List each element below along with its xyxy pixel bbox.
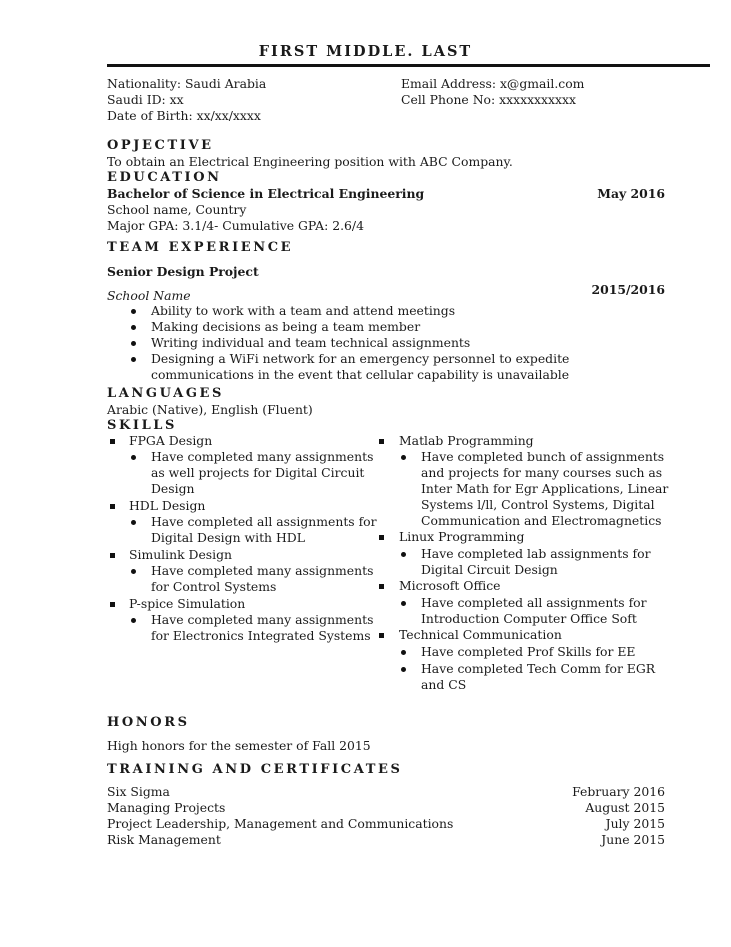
- skill-fpga: FPGA Design: [129, 433, 213, 448]
- bullet: [401, 601, 406, 606]
- skill-matlab-line-2: and projects for many courses such as: [421, 465, 663, 480]
- training-row: [107, 784, 665, 800]
- school-name: School name, Country: [107, 202, 247, 217]
- training-date: August 2015: [585, 800, 665, 815]
- square-bullet: [110, 504, 115, 509]
- training-date: February 2016: [572, 784, 665, 799]
- project-title: Senior Design Project: [107, 264, 259, 279]
- honors-heading: HONORS: [107, 715, 190, 730]
- training-name: Six Sigma: [107, 784, 170, 799]
- training-name: Project Leadership, Management and Communications: [107, 816, 454, 831]
- team-bullet-4: Designing a WiFi network for an emergency personnel to expedite: [151, 351, 570, 366]
- bullet: [131, 309, 136, 314]
- header-divider: [107, 64, 710, 67]
- skill-matlab-line-1: Have completed bunch of assignments: [421, 449, 665, 464]
- skill-matlab: Matlab Programming: [399, 433, 534, 448]
- skill-linux-line-1: Have completed lab assignments for: [421, 546, 651, 561]
- email-address: Email Address: x@gmail.com: [401, 76, 585, 91]
- training-row: [107, 816, 665, 832]
- languages-text: Arabic (Native), English (Fluent): [107, 402, 313, 417]
- nationality: Nationality: Saudi Arabia: [107, 76, 267, 91]
- date-of-birth: Date of Birth: xx/xx/xxxx: [107, 108, 261, 123]
- degree-title: Bachelor of Science in Electrical Engineering: [107, 186, 425, 201]
- education-heading: EDUCATION: [107, 170, 222, 185]
- team-bullet-1: Ability to work with a team and attend meetings: [151, 303, 456, 318]
- skills-heading: SKILLS: [107, 418, 178, 433]
- training-name: Risk Management: [107, 832, 221, 847]
- objective-heading: OPJECTIVE: [107, 138, 214, 153]
- cell-phone: Cell Phone No: xxxxxxxxxxx: [401, 92, 576, 107]
- skill-office-line-2: Introduction Computer Office Soft: [421, 611, 637, 626]
- bullet: [131, 341, 136, 346]
- square-bullet: [379, 535, 384, 540]
- bullet: [131, 357, 136, 362]
- skill-pspice: P-spice Simulation: [129, 596, 246, 611]
- training-date: June 2015: [601, 832, 665, 847]
- skill-matlab-line-4: Systems l/ll, Control Systems, Digital: [421, 497, 655, 512]
- skill-pspice-line-2: for Electronics Integrated Systems: [151, 628, 371, 643]
- bullet: [131, 325, 136, 330]
- skill-office: Microsoft Office: [399, 578, 501, 593]
- skill-linux-line-2: Digital Circuit Design: [421, 562, 558, 577]
- degree-date: May 2016: [597, 186, 665, 201]
- skill-simulink-line-2: for Control Systems: [151, 579, 277, 594]
- skill-fpga-line-1: Have completed many assignments: [151, 449, 374, 464]
- bullet: [131, 520, 136, 525]
- bullet: [131, 569, 136, 574]
- skill-fpga-line-2: as well projects for Digital Circuit: [151, 465, 365, 480]
- training-row: [107, 832, 665, 848]
- skill-pspice-line-1: Have completed many assignments: [151, 612, 374, 627]
- skill-simulink: Simulink Design: [129, 547, 233, 562]
- square-bullet: [379, 439, 384, 444]
- skill-fpga-line-3: Design: [151, 481, 195, 496]
- square-bullet: [110, 602, 115, 607]
- skill-hdl: HDL Design: [129, 498, 206, 513]
- skill-linux: Linux Programming: [399, 529, 525, 544]
- bullet: [401, 455, 406, 460]
- saudi-id: Saudi ID: xx: [107, 92, 184, 107]
- languages-heading: LANGUAGES: [107, 386, 225, 401]
- square-bullet: [379, 584, 384, 589]
- training-heading: TRAINING AND CERTIFICATES: [107, 762, 403, 777]
- gpa: Major GPA: 3.1/4- Cumulative GPA: 2.6/4: [107, 218, 364, 233]
- skill-matlab-line-3: Inter Math for Egr Applications, Linear: [421, 481, 669, 496]
- square-bullet: [379, 633, 384, 638]
- skill-tech-comm: Technical Communication: [399, 627, 562, 642]
- bullet: [401, 667, 406, 672]
- team-bullet-3: Writing individual and team technical assignments: [151, 335, 471, 350]
- team-bullet-2: Making decisions as being a team member: [151, 319, 421, 334]
- training-name: Managing Projects: [107, 800, 226, 815]
- resume-name: FIRST MIDDLE. LAST: [258, 43, 473, 60]
- skill-simulink-line-1: Have completed many assignments: [151, 563, 374, 578]
- skill-matlab-line-5: Communication and Electromagnetics: [421, 513, 662, 528]
- honors-text: High honors for the semester of Fall 2015: [107, 738, 371, 753]
- skill-office-line-1: Have completed all assignments for: [421, 595, 647, 610]
- bullet: [401, 552, 406, 557]
- training-date: July 2015: [605, 816, 665, 831]
- skill-hdl-line-2: Digital Design with HDL: [151, 530, 305, 545]
- bullet: [401, 650, 406, 655]
- skill-tech-comm-line-2: Have completed Tech Comm for EGR: [421, 661, 656, 676]
- square-bullet: [110, 439, 115, 444]
- team-experience-heading: TEAM EXPERIENCE: [107, 240, 294, 255]
- square-bullet: [110, 553, 115, 558]
- project-date: 2015/2016: [591, 282, 665, 297]
- training-row: [107, 800, 665, 816]
- project-school: School Name: [107, 288, 191, 303]
- team-bullet-4-cont: communications in the event that cellular capability is unavailable: [151, 367, 570, 382]
- bullet: [131, 455, 136, 460]
- skill-hdl-line-1: Have completed all assignments for: [151, 514, 377, 529]
- education-degree-row: [107, 186, 665, 202]
- skill-tech-comm-line-1: Have completed Prof Skills for EE: [421, 644, 636, 659]
- objective-text: To obtain an Electrical Engineering position with ABC Company.: [107, 154, 513, 169]
- bullet: [131, 618, 136, 623]
- skill-tech-comm-line-3: and CS: [421, 677, 467, 692]
